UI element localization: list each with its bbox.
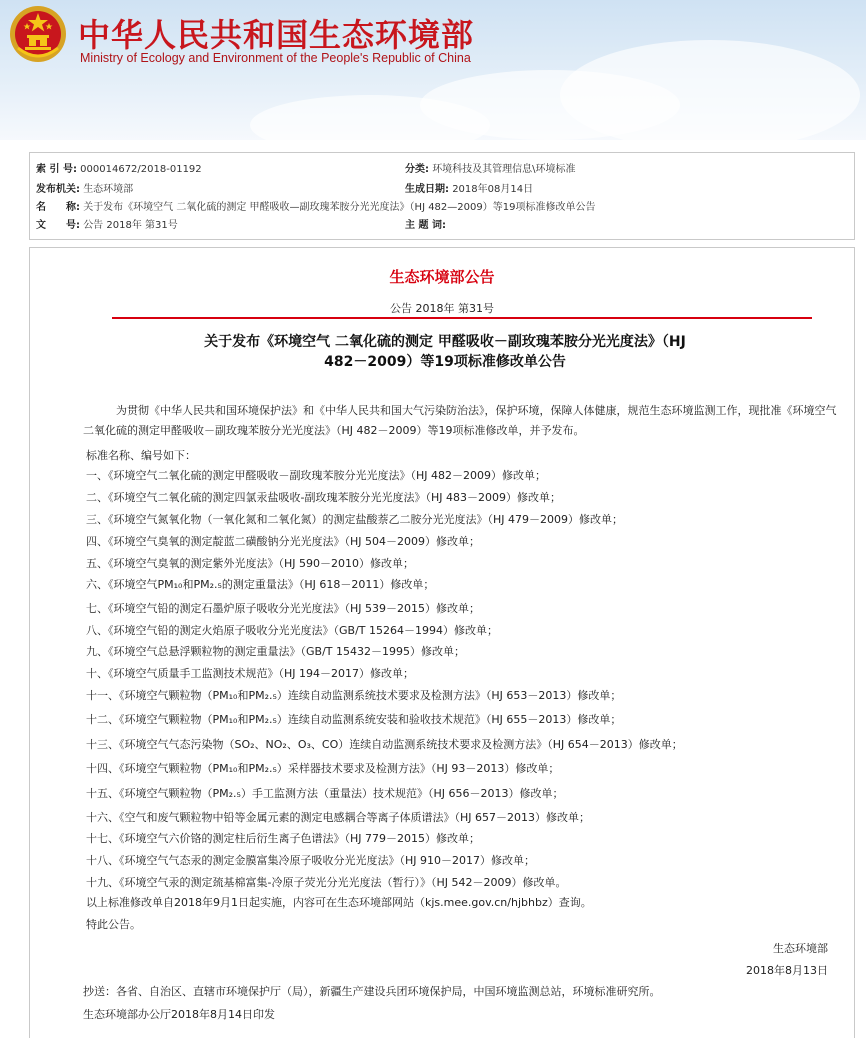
national-emblem-icon[interactable] bbox=[8, 4, 68, 64]
signature: 生态环境部 bbox=[773, 942, 828, 955]
site-title[interactable]: 中华人民共和国生态环境部 bbox=[78, 16, 475, 54]
meta-docno-row bbox=[36, 216, 178, 231]
meta-issuer-label: 发布机关: bbox=[36, 184, 80, 195]
list-item: 四、《环境空气臭氧的测定靛蓝二磺酸钠分光光度法》（HJ 504－2009）修改单； bbox=[86, 535, 480, 548]
meta-issuer-value: 生态环境部 bbox=[83, 184, 134, 195]
intro-paragraph: 为贯彻《中华人民共和国环境保护法》和《中华人民共和国大气污染防治法》，保护环境，保障人体健康，规范生态环境监测工作，现批准《环境空气二氧化硫的测定甲醛吸收－副玫瑰苯胺分光光度法》（HJ 482－2009）等19项标准修改单，并予发布。 bbox=[83, 404, 837, 437]
list-item: 十六、《空气和废气颗粒物中铅等金属元素的测定电感耦合等离子体质谱法》（HJ 657－2013）修改单； bbox=[86, 811, 590, 824]
list-item: 十、《环境空气质量手工监测技术规范》（HJ 194－2017）修改单； bbox=[86, 667, 415, 680]
meta-issuer-row bbox=[36, 180, 133, 195]
list-item: 九、《环境空气总悬浮颗粒物的测定重量法》（GB/T 15432－1995）修改单； bbox=[86, 645, 465, 658]
document-metadata-table bbox=[29, 152, 855, 240]
list-item: 六、《环境空气PM₁₀和PM₂.₅的测定重量法》（HJ 618－2011）修改单； bbox=[86, 578, 435, 591]
meta-category-label: 分类: bbox=[405, 164, 429, 175]
list-item: 十五、《环境空气颗粒物（PM₂.₅）手工监测方法（重量法）技术规范》（HJ 656－2013）修改单； bbox=[86, 787, 564, 800]
meta-category-value: 环境科技及其管理信息\环境标准 bbox=[432, 164, 576, 175]
list-intro: 标准名称、编号如下： bbox=[86, 449, 196, 462]
printed-note: 生态环境部办公厅2018年8月14日印发 bbox=[83, 1008, 275, 1021]
meta-keywords-label: 主 题 词: bbox=[405, 220, 446, 231]
document-title bbox=[125, 332, 765, 372]
document-title-line-1: 关于发布《环境空气 二氧化硫的测定 甲醛吸收－副玫瑰苯胺分光光度法》（HJ bbox=[204, 334, 686, 350]
list-item: 二、《环境空气二氧化硫的测定四氯汞盐吸收-副玫瑰苯胺分光光度法》（HJ 483－2009）修改单； bbox=[86, 491, 561, 504]
meta-keywords-row bbox=[405, 216, 446, 231]
list-item: 十九、《环境空气汞的测定巯基棉富集-冷原子荧光分光光度法（暂行）》（HJ 542－2009）修改单。 bbox=[86, 876, 567, 889]
meta-name-label: 名 称: bbox=[36, 202, 80, 213]
site-header bbox=[0, 0, 866, 140]
signature-date: 2018年8月13日 bbox=[746, 964, 828, 977]
list-item: 十三、《环境空气气态污染物（SO₂、NO₂、O₃、CO）连续自动监测系统技术要求及检测方法》（HJ 654－2013）修改单； bbox=[86, 738, 683, 751]
list-item: 三、《环境空气氮氧化物（一氧化氮和二氧化氮）的测定盐酸萘乙二胺分光光度法》（HJ 479－2009）修改单； bbox=[86, 513, 623, 526]
header-cloud-decoration bbox=[560, 40, 860, 140]
article-body bbox=[29, 247, 855, 1038]
header-divider bbox=[112, 317, 812, 319]
cc-list: 抄送：各省、自治区、直辖市环境保护厅（局），新疆生产建设兵团环境保护局，中国环境监测总站，环境标准研究所。 bbox=[83, 985, 661, 998]
meta-category-row bbox=[405, 160, 576, 175]
list-item: 十八、《环境空气气态汞的测定金膜富集冷原子吸收分光光度法》（HJ 910－2017）修改单； bbox=[86, 854, 535, 867]
closing-text: 特此公告。 bbox=[86, 918, 141, 931]
meta-date-row bbox=[405, 180, 533, 195]
list-item: 一、《环境空气二氧化硫的测定甲醛吸收－副玫瑰苯胺分光光度法》（HJ 482－2009）修改单； bbox=[86, 469, 546, 482]
meta-name-row bbox=[36, 198, 595, 213]
document-title-line-2: 482－2009）等19项标准修改单公告 bbox=[324, 354, 566, 370]
meta-index-row bbox=[36, 160, 202, 175]
meta-date-label: 生成日期: bbox=[405, 184, 449, 195]
list-item: 十四、《环境空气颗粒物（PM₁₀和PM₂.₅）采样器技术要求及检测方法》（HJ 93－2013）修改单； bbox=[86, 762, 560, 775]
meta-name-value: 关于发布《环境空气 二氧化硫的测定 甲醛吸收—副玫瑰苯胺分光光度法》（HJ 482—2009）等19项标准修改单公告 bbox=[83, 202, 596, 213]
list-item: 十一、《环境空气颗粒物（PM₁₀和PM₂.₅）连续自动监测系统技术要求及检测方法》（HJ 653－2013）修改单； bbox=[86, 689, 622, 702]
list-item: 八、《环境空气铅的测定火焰原子吸收分光光度法》（GB/T 15264－1994）修改单； bbox=[86, 624, 498, 637]
meta-docno-value: 公告 2018年 第31号 bbox=[83, 220, 178, 231]
meta-docno-label: 文 号: bbox=[36, 220, 80, 231]
list-item: 十七、《环境空气六价铬的测定柱后衍生离子色谱法》（HJ 779－2015）修改单； bbox=[86, 832, 480, 845]
list-item: 七、《环境空气铅的测定石墨炉原子吸收分光光度法》（HJ 539－2015）修改单； bbox=[86, 602, 480, 615]
notice-number: 公告 2018年 第31号 bbox=[390, 302, 494, 315]
site-subtitle: Ministry of Ecology and Environment of the People's Republic of China bbox=[80, 51, 471, 65]
meta-index-label: 索 引 号: bbox=[36, 164, 77, 175]
article-header: 生态环境部公告 bbox=[389, 268, 495, 286]
list-item: 五、《环境空气臭氧的测定紫外光度法》（HJ 590－2010）修改单； bbox=[86, 557, 415, 570]
effective-date-note: 以上标准修改单自2018年9月1日起实施，内容可在生态环境部网站（kjs.mee.gov.cn/hjbhbz）查询。 bbox=[86, 896, 592, 909]
meta-date-value: 2018年08月14日 bbox=[452, 184, 534, 195]
meta-index-value: 000014672/2018-01192 bbox=[80, 164, 202, 175]
list-item: 十二、《环境空气颗粒物（PM₁₀和PM₂.₅）连续自动监测系统安装和验收技术规范》（HJ 655－2013）修改单； bbox=[86, 713, 622, 726]
